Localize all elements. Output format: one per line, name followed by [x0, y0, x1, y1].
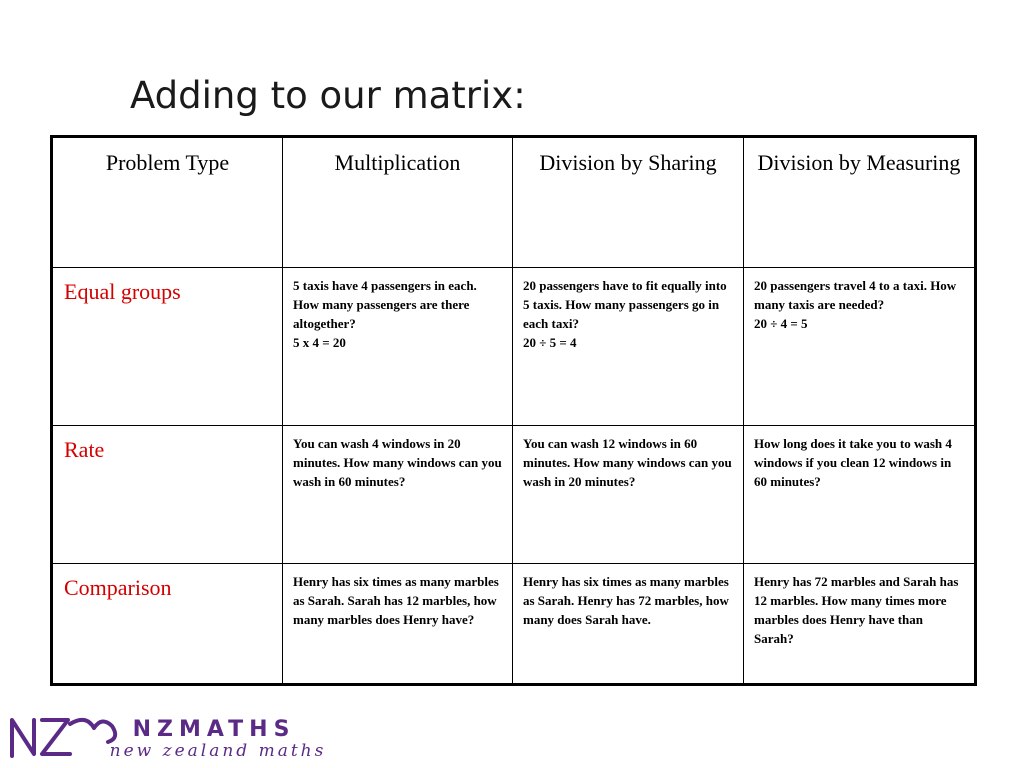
cell-line: 20 passengers have to fit equally into 5 taxis. How many passengers go in each taxi?: [523, 278, 727, 331]
row-label-comparison: Comparison: [52, 564, 283, 685]
cell-rate-measuring: [744, 426, 976, 564]
cell-line: 5 taxis have 4 passengers in each.: [293, 278, 477, 293]
cell-comparison-sharing: [513, 564, 744, 685]
logo-sub-text: new zealand maths: [109, 741, 327, 761]
problem-type-matrix: [50, 135, 977, 686]
header-problem-type: Problem Type: [52, 137, 283, 268]
header-division-measuring: Division by Measuring: [744, 137, 976, 268]
cell-line: 20 ÷ 4 = 5: [754, 316, 808, 331]
slide-title: Adding to our matrix:: [130, 74, 526, 117]
nzmaths-logo: [8, 712, 353, 762]
cell-comparison-multiplication: [283, 564, 513, 685]
cell-equal-groups-sharing: [513, 268, 744, 426]
cell-line: 20 ÷ 5 = 4: [523, 335, 577, 350]
cell-rate-multiplication: [283, 426, 513, 564]
row-label-equal-groups: Equal groups: [52, 268, 283, 426]
cell-line: How many passengers are there altogether?: [293, 297, 470, 331]
table-row-equal-groups: [52, 268, 976, 426]
cell-line: You can wash 4 windows in 20 minutes. How many windows can you wash in 60 minutes?: [293, 436, 502, 489]
cell-line: 5 x 4 = 20: [293, 335, 346, 350]
table-row-comparison: [52, 564, 976, 685]
cell-equal-groups-measuring: [744, 268, 976, 426]
cell-comparison-measuring: [744, 564, 976, 685]
cell-line: Henry has six times as many marbles as Sarah. Henry has 72 marbles, how many does Sarah have.: [523, 574, 729, 627]
row-label-rate: Rate: [52, 426, 283, 564]
header-multiplication: Multiplication: [283, 137, 513, 268]
table-row-rate: [52, 426, 976, 564]
cell-line: You can wash 12 windows in 60 minutes. How many windows can you wash in 20 minutes?: [523, 436, 732, 489]
cell-line: Henry has 72 marbles and Sarah has 12 marbles. How many times more marbles does Henry have than Sarah?: [754, 574, 959, 646]
cell-line: Henry has six times as many marbles as Sarah. Sarah has 12 marbles, how many marbles does Henry have?: [293, 574, 499, 627]
cell-rate-sharing: [513, 426, 744, 564]
logo-main-text: NZMATHS: [132, 717, 296, 742]
cell-line: 20 passengers travel 4 to a taxi. How many taxis are needed?: [754, 278, 957, 312]
header-row: [52, 137, 976, 268]
cell-line: How long does it take you to wash 4 windows if you clean 12 windows in 60 minutes?: [754, 436, 952, 489]
header-division-sharing: Division by Sharing: [513, 137, 744, 268]
cell-equal-groups-multiplication: [283, 268, 513, 426]
nz-mark-icon: [12, 720, 115, 756]
